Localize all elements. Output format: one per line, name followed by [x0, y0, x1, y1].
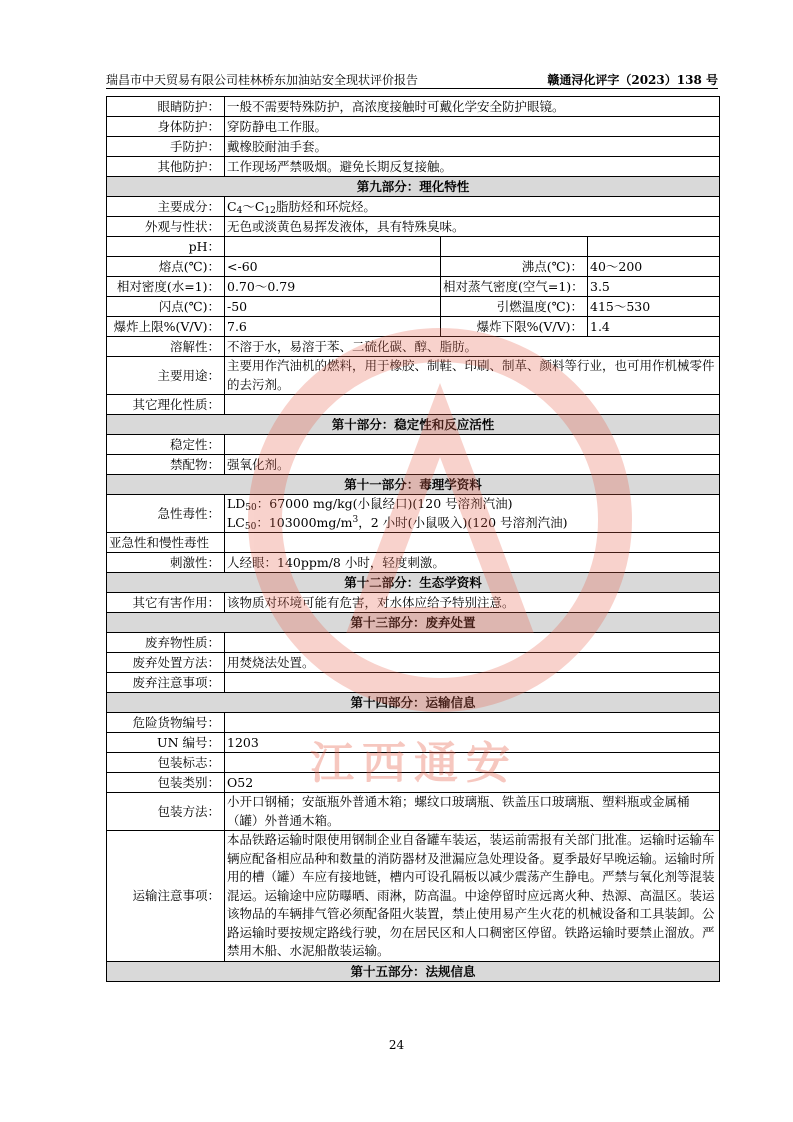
empty-cell [441, 237, 588, 257]
page-header [106, 70, 718, 89]
table-row [107, 117, 720, 137]
melting-point-label: 熔点(℃)： [107, 257, 225, 277]
table-row [107, 773, 720, 793]
transport-notes-value: 本品铁路运输时限使用钢制企业自备罐车装运，装运前需报有关部门批准。运输时运输车辆应配备相应品种和数量的消防器材及泄漏应急处理设备。夏季最好早晚运输。运输时所用的槽（罐）车应有接地链，槽内可设孔隔板以减少震荡产生静电。严禁与氧化剂等混装混运。运输途中应防曝晒、雨淋，防高温。中途停留时应远离火种、热源、高温区。装运该物品的车辆排气管必须配备阻火装置，禁止使用易产生火花的机械设备和工具装卸。公路运输时要按规定路线行驶，勿在居民区和人口稠密区停留。铁路运输时要禁止溜放。严禁用木船、水泥船散装运输。 [225, 831, 720, 962]
flash-point-value: -50 [225, 297, 441, 317]
page-number: 24 [388, 1038, 405, 1052]
dangerous-goods-no-value [225, 713, 720, 733]
appearance-value: 无色或淡黄色易挥发液体，具有特殊臭味。 [225, 217, 720, 237]
section-header-row [107, 475, 720, 495]
section-15-title: 第十五部分：法规信息 [107, 961, 720, 981]
main-components-value: $C_4\sim C_{12}$脂肪烃和环烷烃。 [225, 197, 720, 217]
relative-density-label: 相对密度(水=1)： [107, 277, 225, 297]
report-title: 瑞昌市中天贸易有限公司桂林桥东加油站安全现状评价报告 [106, 73, 419, 87]
section-header-row [107, 177, 720, 197]
package-mark-label: 包装标志： [107, 753, 225, 773]
table-row [107, 197, 720, 217]
body-protection-label: 身体防护： [107, 117, 225, 137]
vapor-density-label: 相对蒸气密度(空气=1)： [441, 277, 588, 297]
irritation-label: 刺激性： [107, 553, 225, 573]
section-12-title: 第十二部分：生态学资料 [107, 573, 720, 593]
ignition-temp-value: 415～530 [588, 297, 720, 317]
table-row [107, 633, 720, 653]
table-row [107, 97, 720, 117]
table-row [107, 455, 720, 475]
acute-toxicity-value [225, 495, 720, 533]
lower-limit-value: 1.4 [588, 317, 720, 337]
waste-method-label: 废弃处置方法： [107, 653, 225, 673]
table-row [107, 317, 720, 337]
ignition-temp-label: 引燃温度(℃)： [441, 297, 588, 317]
table-row [107, 435, 720, 455]
table-row [107, 713, 720, 733]
other-protection-label: 其他防护： [107, 157, 225, 177]
report-code: 赣通浔化评字（2023）138 号 [547, 73, 718, 87]
ld50-line: $LD_{50}$：67000 mg/kg(小鼠经口)(120 号溶剂汽油) [227, 496, 513, 513]
relative-density-value: 0.70～0.79 [225, 277, 441, 297]
main-components-label: 主要成分： [107, 197, 225, 217]
dangerous-goods-no-label: 危险货物编号： [107, 713, 225, 733]
table-row [107, 297, 720, 317]
table-row [107, 831, 720, 962]
empty-cell [588, 237, 720, 257]
body-protection-value: 穿防静电工作服。 [225, 117, 720, 137]
package-category-value: O52 [225, 773, 720, 793]
hand-protection-value: 戴橡胶耐油手套。 [225, 137, 720, 157]
section-header-row [107, 961, 720, 981]
section-14-title: 第十四部分：运输信息 [107, 693, 720, 713]
section-9-title: 第九部分：理化特性 [107, 177, 720, 197]
table-row [107, 793, 720, 831]
melting-point-value: <-60 [225, 257, 441, 277]
other-harm-value: 该物质对环境可能有危害，对水体应给予特别注意。 [225, 593, 720, 613]
incompatible-label: 禁配物： [107, 455, 225, 475]
other-properties-value [225, 395, 720, 415]
section-11-title: 第十一部分：毒理学资料 [107, 475, 720, 495]
other-harm-label: 其它有害作用： [107, 593, 225, 613]
stability-label: 稳定性： [107, 435, 225, 455]
lc50-line: $LC_{50}$：$103000mg/m^3$，2 小时(小鼠吸入)(120 号溶剂汽油) [227, 514, 568, 532]
table-row [107, 337, 720, 357]
waste-notes-label: 废弃注意事项： [107, 673, 225, 693]
hand-protection-label: 手防护： [107, 137, 225, 157]
table-row [107, 157, 720, 177]
lower-limit-label: 爆炸下限%(V/V)： [441, 317, 588, 337]
package-method-label: 包装方法： [107, 793, 225, 831]
waste-method-value: 用焚烧法处置。 [225, 653, 720, 673]
section-header-row [107, 613, 720, 633]
table-row [107, 533, 720, 553]
table-row [107, 495, 720, 533]
subacute-label: 亚急性和慢性毒性 [107, 533, 225, 553]
watermark-text: 江西通安 [310, 738, 518, 789]
ph-label: pH： [107, 237, 225, 257]
table-row [107, 395, 720, 415]
table-row [107, 217, 720, 237]
table-row [107, 553, 720, 573]
section-header-row [107, 415, 720, 435]
table-row [107, 137, 720, 157]
package-category-label: 包装类别： [107, 773, 225, 793]
table-row [107, 753, 720, 773]
appearance-label: 外观与性状： [107, 217, 225, 237]
waste-nature-value [225, 633, 720, 653]
package-method-value: 小开口钢桶；安瓿瓶外普通木箱；螺纹口玻璃瓶、铁盖压口玻璃瓶、塑料瓶或金属桶（罐）外普通木箱。 [225, 793, 720, 831]
other-properties-label: 其它理化性质： [107, 395, 225, 415]
table-row [107, 673, 720, 693]
table-row [107, 277, 720, 297]
acute-toxicity-label: 急性毒性： [107, 495, 225, 533]
section-13-title: 第十三部分：废弃处置 [107, 613, 720, 633]
main-uses-value: 主要用作汽油机的燃料，用于橡胶、制鞋、印刷、制革、颜料等行业，也可用作机械零件的去污剂。 [225, 357, 720, 395]
table-row [107, 733, 720, 753]
table-row [107, 237, 720, 257]
boiling-point-value: 40～200 [588, 257, 720, 277]
ph-value [225, 237, 441, 257]
transport-notes-label: 运输注意事项： [107, 831, 225, 962]
boiling-point-label: 沸点(℃)： [441, 257, 588, 277]
flash-point-label: 闪点(℃)： [107, 297, 225, 317]
msds-table [106, 96, 720, 982]
table-row [107, 653, 720, 673]
vapor-density-value: 3.5 [588, 277, 720, 297]
un-no-label: UN 编号： [107, 733, 225, 753]
upper-limit-label: 爆炸上限%(V/V)： [107, 317, 225, 337]
table-row [107, 357, 720, 395]
eye-protection-value: 一般不需要特殊防护，高浓度接触时可戴化学安全防护眼镜。 [225, 97, 720, 117]
other-protection-value: 工作现场严禁吸烟。避免长期反复接触。 [225, 157, 720, 177]
package-mark-value [225, 753, 720, 773]
section-header-row [107, 573, 720, 593]
subacute-value [225, 533, 720, 553]
incompatible-value: 强氧化剂。 [225, 455, 720, 475]
table-row [107, 593, 720, 613]
irritation-value: 人经眼：140ppm/8 小时，轻度刺激。 [225, 553, 720, 573]
table-row [107, 257, 720, 277]
upper-limit-value: 7.6 [225, 317, 441, 337]
eye-protection-label: 眼睛防护： [107, 97, 225, 117]
solubility-value: 不溶于水，易溶于苯、二硫化碳、醇、脂肪。 [225, 337, 720, 357]
main-uses-label: 主要用途： [107, 357, 225, 395]
section-10-title: 第十部分：稳定性和反应活性 [107, 415, 720, 435]
waste-nature-label: 废弃物性质： [107, 633, 225, 653]
waste-notes-value [225, 673, 720, 693]
section-header-row [107, 693, 720, 713]
solubility-label: 溶解性： [107, 337, 225, 357]
stability-value [225, 435, 720, 455]
un-no-value: 1203 [225, 733, 720, 753]
